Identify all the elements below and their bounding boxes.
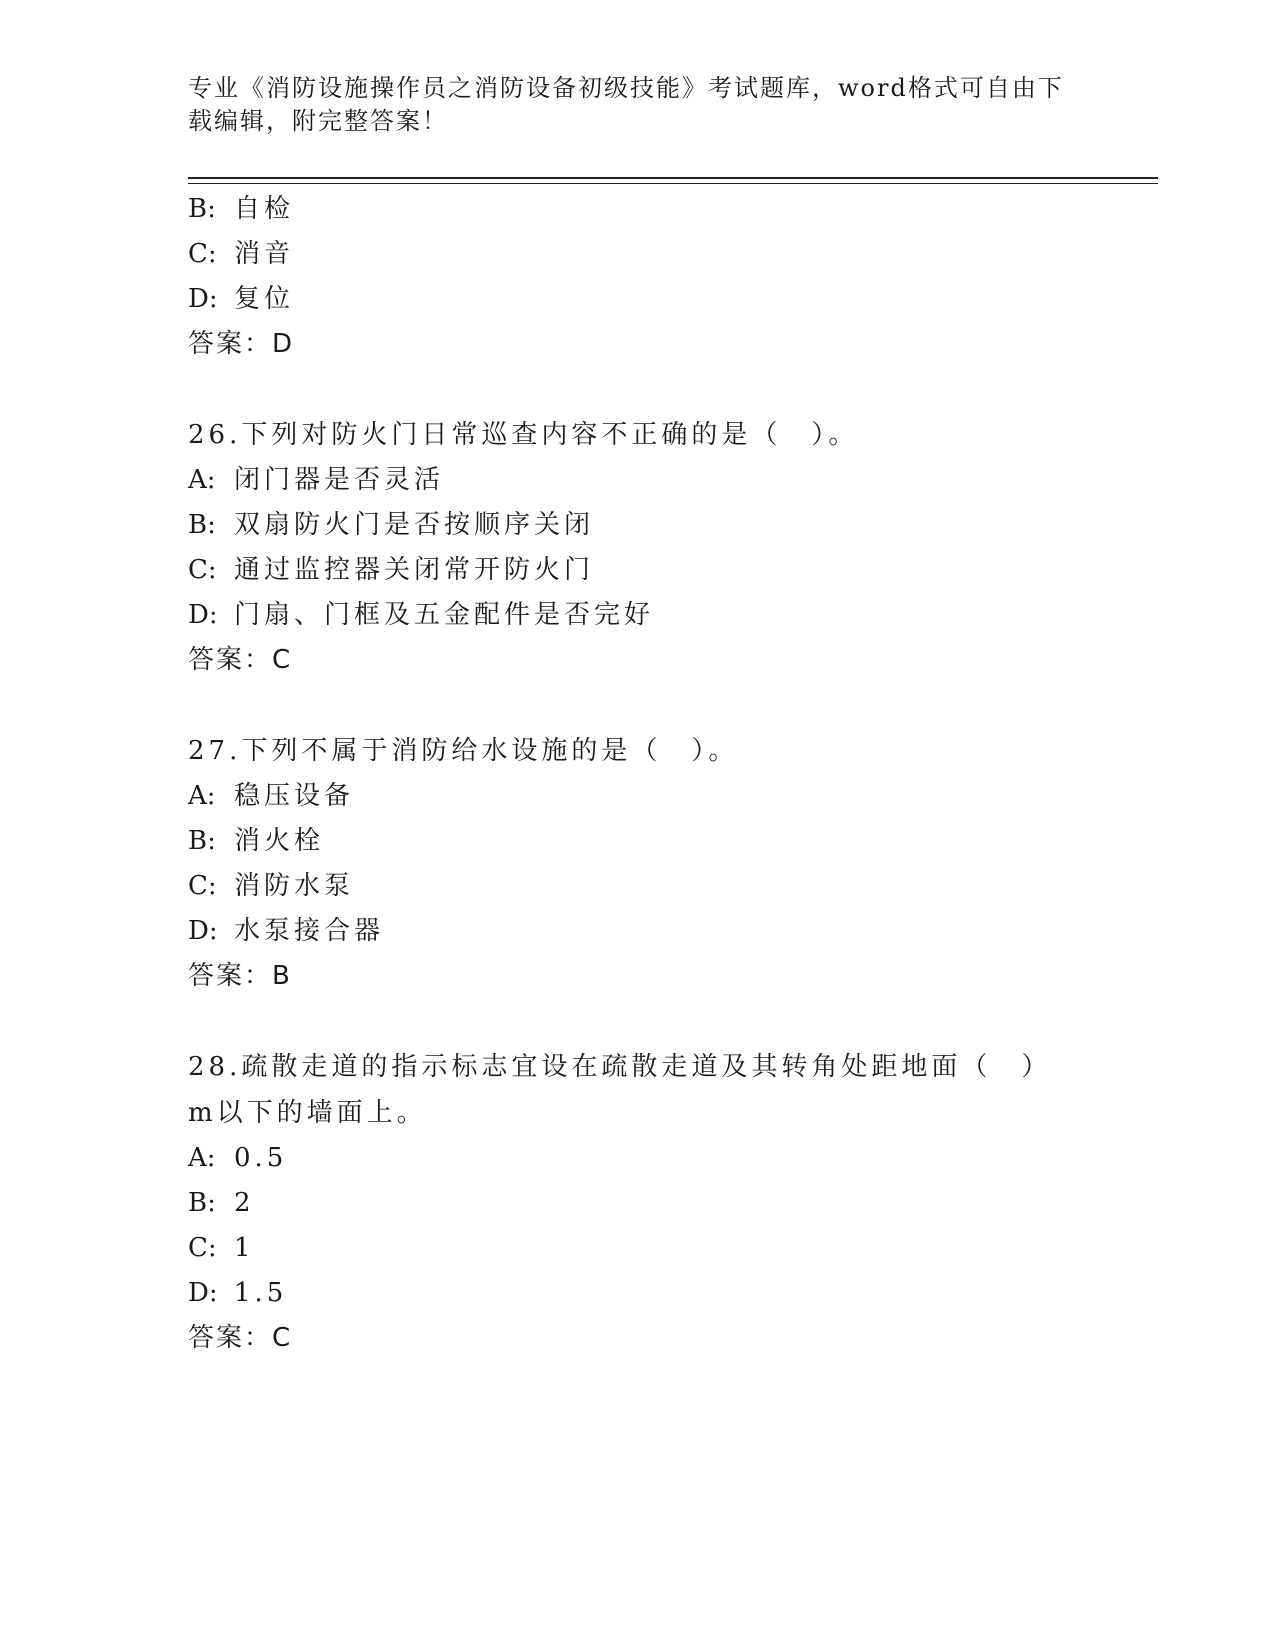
- option-b: [188, 824, 324, 858]
- option-a: [188, 1141, 287, 1175]
- document-header: 专业《消防设施操作员之消防设备初级技能》考试题库，word格式可自由下载编辑，附完整答案！: [188, 74, 1064, 135]
- option-text: 水泵接合器: [234, 916, 385, 946]
- option-c: [188, 869, 354, 903]
- option-c: [188, 553, 594, 587]
- option-letter: B:: [188, 826, 216, 856]
- option-d: [188, 1276, 287, 1310]
- option-c: [188, 1231, 255, 1265]
- option-letter: C:: [188, 555, 217, 585]
- header-divider-thin: [188, 183, 1158, 184]
- option-letter: C:: [188, 871, 217, 901]
- answer-label: 答案：D: [188, 329, 295, 359]
- option-text: 闭门器是否灵活: [234, 465, 445, 495]
- option-letter: D:: [188, 916, 218, 946]
- option-text: 门扇、门框及五金配件是否完好: [234, 600, 655, 630]
- option-d: [188, 282, 294, 316]
- option-text: 1.5: [234, 1278, 288, 1308]
- option-letter: B:: [188, 1188, 216, 1218]
- option-text: 双扇防火门是否按顺序关闭: [234, 510, 595, 540]
- question-28-stem: 28.疏散走道的指示标志宜设在疏散走道及其转角处距地面（ ）m以下的墙面上。: [188, 1052, 1052, 1128]
- answer-label: 答案：C: [188, 645, 293, 675]
- option-b: [188, 1186, 255, 1220]
- option-b: [188, 192, 294, 226]
- option-letter: D:: [188, 284, 218, 314]
- option-text: 0.5: [234, 1143, 288, 1173]
- option-letter: A:: [188, 1143, 216, 1173]
- option-a: [188, 779, 354, 813]
- option-c: [188, 237, 294, 271]
- option-b: [188, 508, 594, 542]
- option-letter: B:: [188, 510, 216, 540]
- option-text: 消防水泵: [234, 871, 355, 901]
- option-d: [188, 914, 384, 948]
- option-a: [188, 463, 444, 497]
- option-letter: B:: [188, 194, 216, 224]
- answer-label: 答案：B: [188, 961, 292, 991]
- option-letter: A:: [188, 781, 216, 811]
- answer-label: 答案：C: [188, 1323, 293, 1353]
- option-letter: C:: [188, 239, 217, 269]
- header-divider-thick: [188, 177, 1158, 179]
- question-27-stem: 27.下列不属于消防给水设施的是（ ）。: [188, 736, 739, 766]
- option-text: 复位: [234, 284, 295, 314]
- option-text: 1: [234, 1233, 255, 1263]
- option-text: 2: [234, 1188, 255, 1218]
- option-letter: D:: [188, 1278, 218, 1308]
- option-letter: A:: [188, 465, 216, 495]
- option-letter: C:: [188, 1233, 217, 1263]
- option-text: 消音: [234, 239, 295, 269]
- option-letter: D:: [188, 600, 218, 630]
- option-text: 自检: [234, 194, 295, 224]
- option-text: 消火栓: [234, 826, 325, 856]
- option-text: 稳压设备: [234, 781, 355, 811]
- option-d: [188, 598, 654, 632]
- question-26-stem: 26.下列对防火门日常巡查内容不正确的是（ ）。: [188, 420, 859, 450]
- option-text: 通过监控器关闭常开防火门: [234, 555, 595, 585]
